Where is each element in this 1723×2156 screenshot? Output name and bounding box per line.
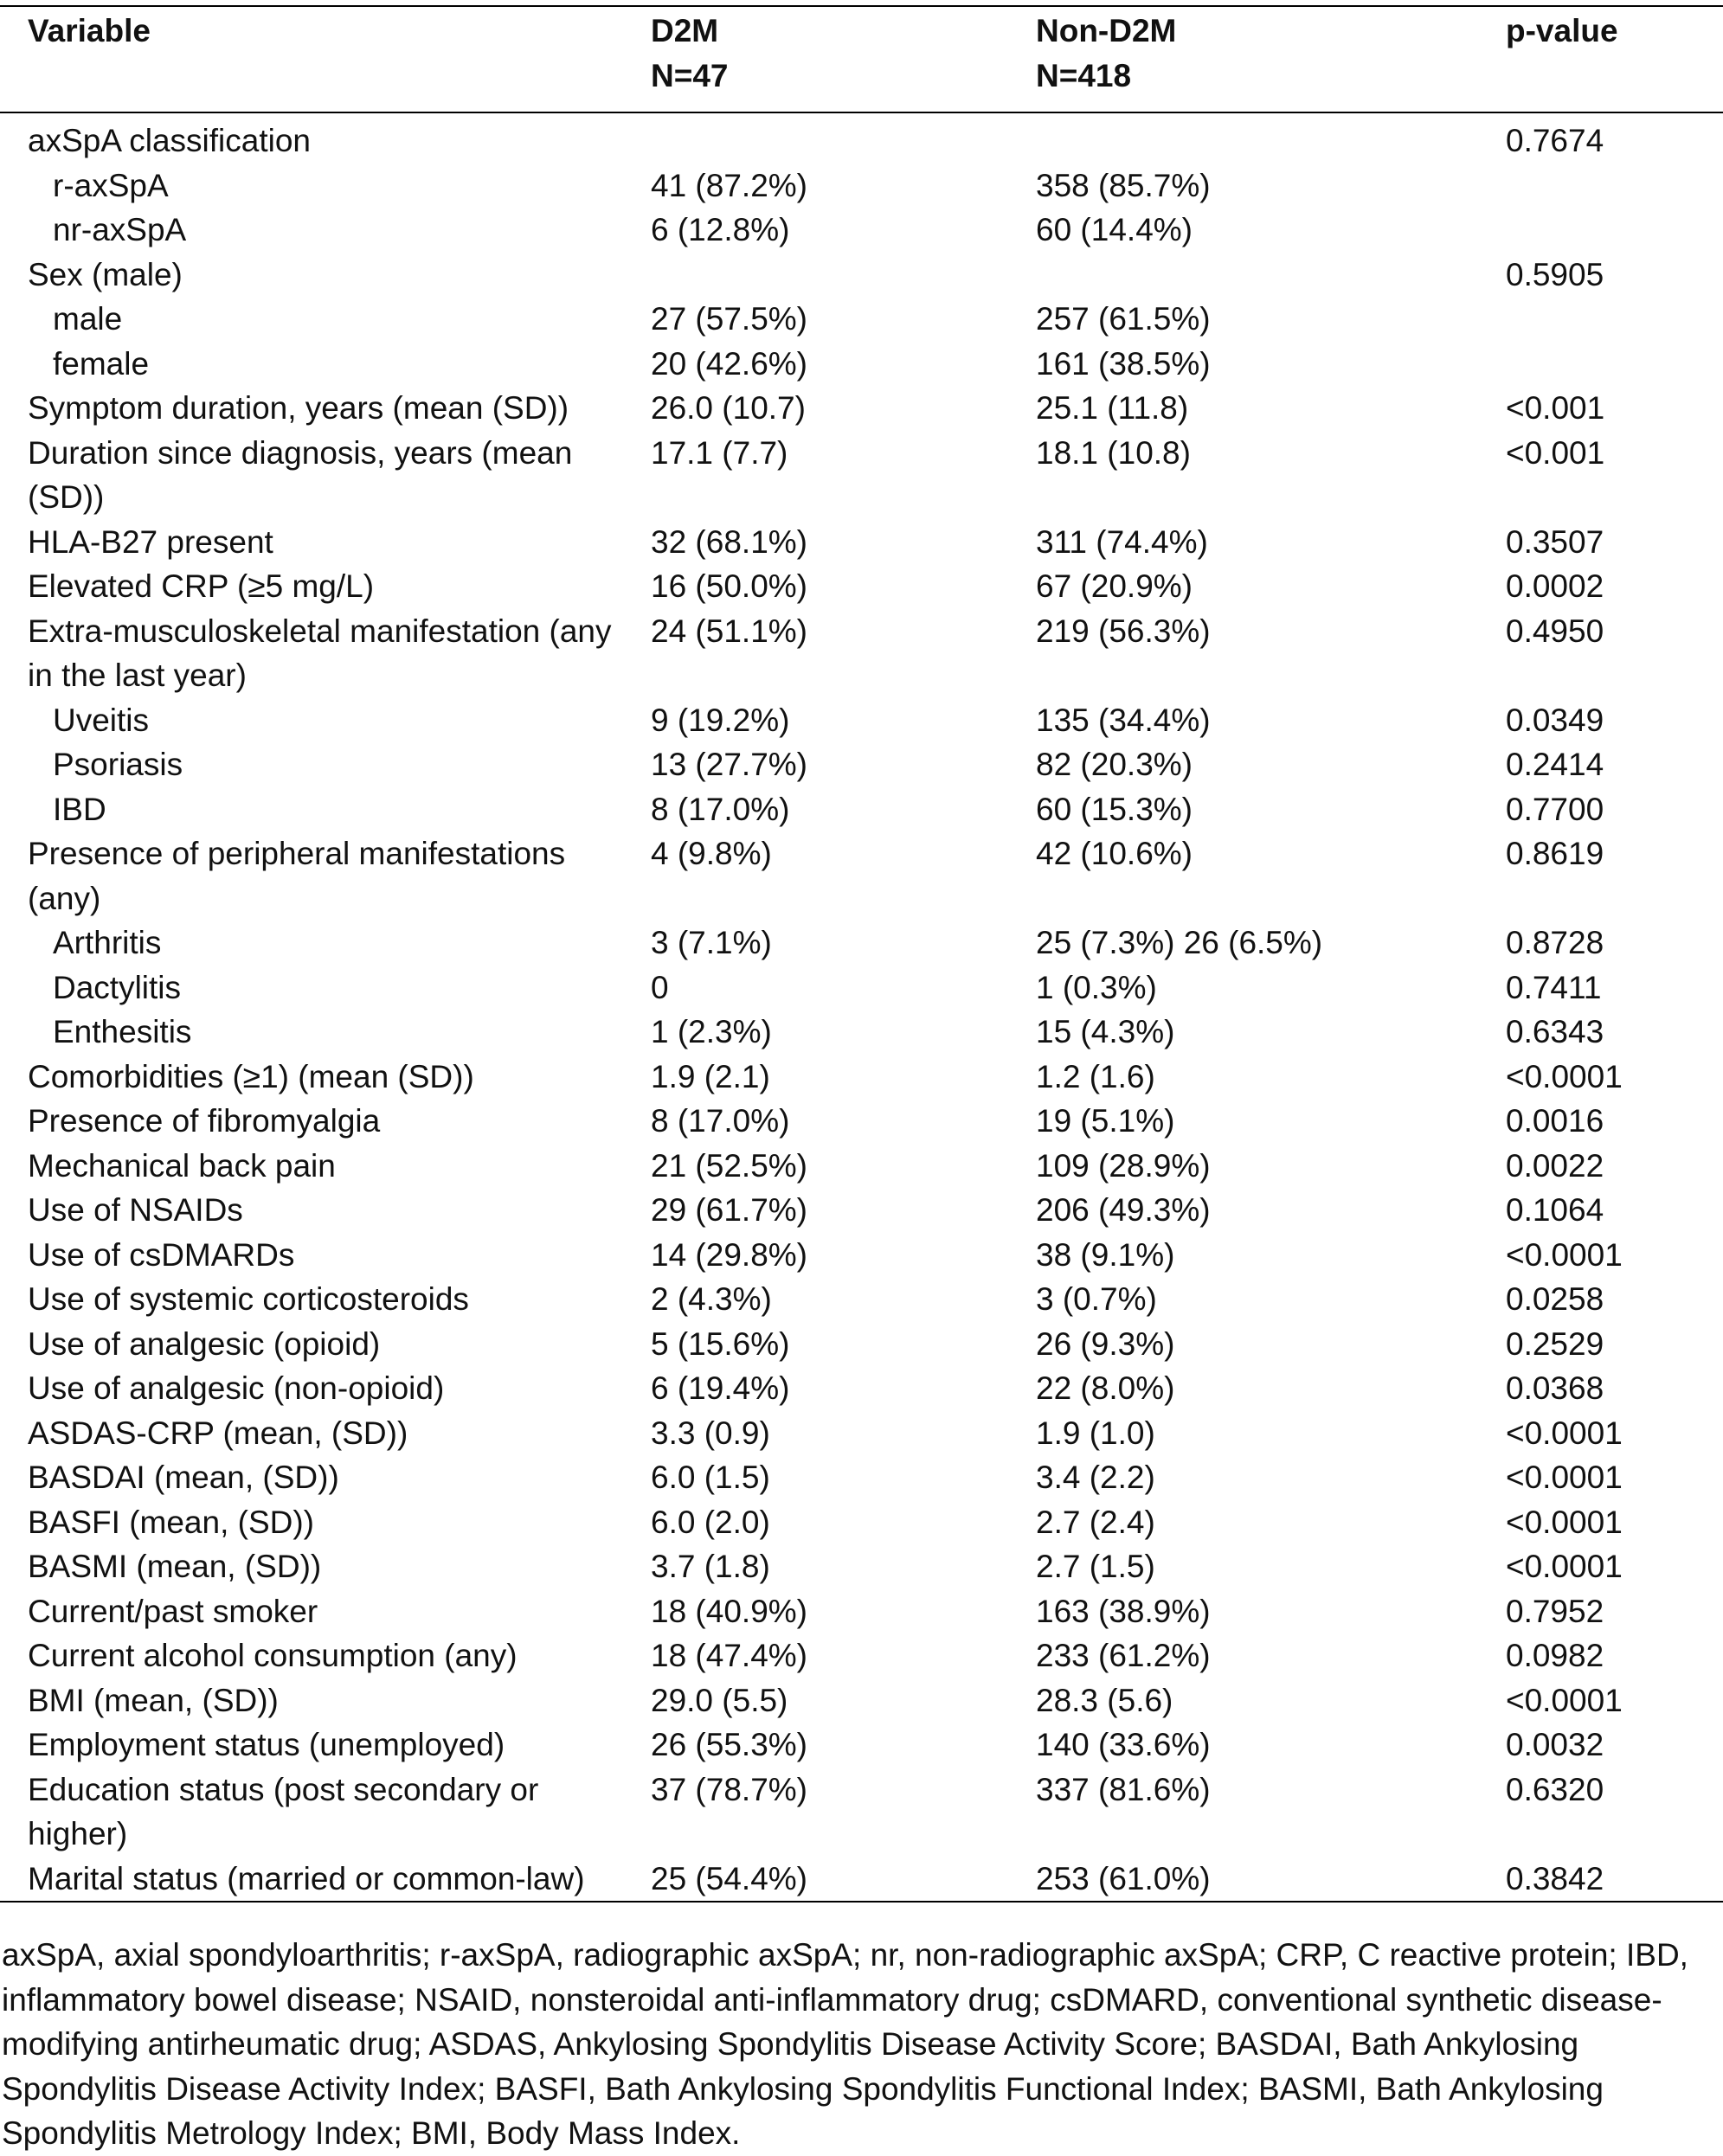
table-row	[0, 1010, 1723, 1055]
row-label: Duration since diagnosis, years (mean (SD))	[28, 434, 573, 515]
cell-p-value: 0.7952	[1506, 1593, 1604, 1629]
cell-p-value: 0.3507	[1506, 523, 1604, 560]
header-d2m-n: N=47	[651, 57, 729, 93]
row-label: Employment status (unemployed)	[28, 1727, 505, 1762]
cell-non-d2m: 2.7 (1.5)	[1036, 1549, 1155, 1584]
cell-p-value: 0.0022	[1506, 1147, 1604, 1184]
cell-non-d2m: 67 (20.9%)	[1036, 568, 1193, 604]
cell-non-d2m: 257 (61.5%)	[1036, 301, 1211, 337]
cell-d2m: 2 (4.3%)	[651, 1281, 772, 1317]
cell-non-d2m: 60 (15.3%)	[1036, 791, 1193, 827]
row-label: r-axSpA	[53, 167, 169, 203]
table-row	[0, 253, 1723, 298]
table-row	[0, 342, 1723, 387]
cell-p-value	[1492, 342, 1723, 387]
table-row	[0, 1277, 1723, 1322]
cell-p-value: <0.0001	[1506, 1504, 1623, 1540]
cell-non-d2m: 337 (81.6%)	[1036, 1771, 1211, 1807]
cell-p-value: 0.8728	[1506, 925, 1604, 960]
cell-d2m: 32 (68.1%)	[651, 523, 807, 560]
cell-d2m: 3 (7.1%)	[651, 925, 772, 960]
table-row	[0, 1723, 1723, 1768]
row-label: Symptom duration, years (mean (SD))	[28, 390, 569, 426]
cell-p-value	[1492, 164, 1723, 209]
row-label: Enthesitis	[53, 1014, 192, 1049]
table-row	[0, 1144, 1723, 1189]
cell-non-d2m: 311 (74.4%)	[1036, 523, 1208, 560]
cell-non-d2m: 26 (9.3%)	[1036, 1325, 1175, 1362]
table-row	[0, 921, 1723, 966]
cell-non-d2m: 135 (34.4%)	[1036, 702, 1211, 738]
cell-d2m: 6 (12.8%)	[651, 212, 790, 247]
cell-p-value: 0.8619	[1506, 836, 1604, 871]
row-label: Comorbidities (≥1) (mean (SD))	[28, 1058, 474, 1094]
cell-p-value: 0.2529	[1506, 1325, 1604, 1362]
cell-p-value: <0.0001	[1506, 1058, 1623, 1094]
cell-non-d2m: 140 (33.6%)	[1036, 1727, 1211, 1762]
cell-non-d2m: 161 (38.5%)	[1036, 345, 1211, 382]
table-row	[0, 1055, 1723, 1100]
cell-d2m: 9 (19.2%)	[651, 702, 790, 738]
table-row	[0, 831, 1723, 921]
cell-d2m: 3.7 (1.8)	[651, 1549, 770, 1584]
row-label: nr-axSpA	[53, 212, 187, 247]
cell-p-value: 0.7411	[1506, 969, 1602, 1005]
row-label: male	[53, 301, 123, 337]
row-label: ASDAS-CRP (mean, (SD))	[28, 1415, 408, 1451]
header-p-value: p-value	[1492, 9, 1723, 112]
cell-p-value: 0.0032	[1506, 1727, 1604, 1762]
table-row	[0, 1455, 1723, 1500]
cell-d2m: 26 (55.3%)	[651, 1727, 807, 1762]
cell-non-d2m: 18.1 (10.8)	[1036, 434, 1191, 471]
row-label: Marital status (married or common-law)	[0, 1857, 636, 1903]
table-row	[0, 164, 1723, 209]
table-row	[0, 1589, 1723, 1634]
row-label: Use of systemic corticosteroids	[28, 1281, 469, 1317]
cell-non-d2m: 163 (38.9%)	[1036, 1593, 1211, 1629]
cell-non-d2m: 3.4 (2.2)	[1036, 1460, 1155, 1495]
row-label: BMI (mean, (SD))	[28, 1682, 279, 1718]
cell-d2m: 1.9 (2.1)	[651, 1058, 770, 1094]
cell-p-value: 0.3842	[1492, 1857, 1723, 1903]
cell-d2m: 26.0 (10.7)	[651, 390, 806, 426]
cell-non-d2m: 1.2 (1.6)	[1036, 1058, 1155, 1094]
cell-p-value: 0.5905	[1506, 256, 1604, 292]
cell-non-d2m: 3 (0.7%)	[1036, 1281, 1157, 1317]
cell-non-d2m: 206 (49.3%)	[1036, 1192, 1211, 1228]
header-variable: Variable	[0, 9, 636, 112]
cell-non-d2m: 358 (85.7%)	[1036, 167, 1211, 203]
table-body	[0, 112, 1723, 1902]
cell-d2m: 0	[651, 969, 669, 1005]
row-label: Use of csDMARDs	[28, 1236, 295, 1273]
table-row	[0, 112, 1723, 164]
cell-d2m	[636, 112, 1024, 164]
row-label: BASFI (mean, (SD))	[28, 1504, 314, 1540]
row-label: BASDAI (mean, (SD))	[28, 1460, 339, 1495]
row-label: HLA-B27 present	[28, 523, 273, 560]
cell-d2m: 29 (61.7%)	[651, 1192, 807, 1228]
cell-d2m: 41 (87.2%)	[651, 167, 807, 203]
row-label: axSpA classification	[28, 123, 312, 158]
cell-non-d2m: 233 (61.2%)	[1036, 1638, 1211, 1673]
cell-d2m: 18 (40.9%)	[651, 1593, 807, 1629]
cell-p-value: <0.0001	[1506, 1236, 1623, 1273]
cell-non-d2m: 2.7 (2.4)	[1036, 1504, 1155, 1540]
cell-p-value: <0.0001	[1506, 1549, 1623, 1584]
row-label: Psoriasis	[53, 747, 183, 782]
header-d2m-label: D2M	[651, 13, 719, 48]
cell-non-d2m: 253 (61.0%)	[1024, 1857, 1492, 1903]
table-row	[0, 1500, 1723, 1545]
cell-non-d2m: 28.3 (5.6)	[1036, 1682, 1173, 1718]
table-row	[0, 520, 1723, 565]
cell-d2m: 6 (19.4%)	[651, 1370, 790, 1406]
cell-p-value: 0.0349	[1506, 702, 1604, 738]
table-row	[0, 297, 1723, 342]
table-row	[0, 1544, 1723, 1589]
cell-d2m: 29.0 (5.5)	[651, 1682, 788, 1718]
cell-p-value: 0.7674	[1506, 123, 1604, 158]
cell-p-value: 0.6320	[1506, 1771, 1604, 1807]
header-non-d2m	[1024, 9, 1492, 112]
cell-p-value: 0.0368	[1506, 1370, 1604, 1406]
cell-d2m: 5 (15.6%)	[651, 1325, 790, 1362]
cell-d2m: 37 (78.7%)	[651, 1771, 807, 1807]
cell-d2m: 27 (57.5%)	[651, 301, 807, 337]
cell-non-d2m	[1024, 112, 1492, 164]
row-label: Use of analgesic (non-opioid)	[28, 1370, 445, 1406]
table-row	[0, 1678, 1723, 1723]
cell-p-value: <0.0001	[1506, 1415, 1623, 1451]
table-row	[0, 208, 1723, 253]
cell-d2m: 14 (29.8%)	[651, 1236, 807, 1273]
cell-p-value: 0.0002	[1506, 568, 1604, 604]
cell-p-value: <0.0001	[1506, 1460, 1623, 1495]
cell-p-value: <0.001	[1506, 434, 1605, 471]
cell-d2m: 17.1 (7.7)	[651, 434, 788, 471]
cell-non-d2m: 22 (8.0%)	[1036, 1370, 1175, 1406]
table-row	[0, 742, 1723, 787]
table-row	[0, 787, 1723, 832]
cell-non-d2m: 19 (5.1%)	[1036, 1103, 1175, 1139]
table-row	[0, 1366, 1723, 1411]
cell-p-value	[1492, 208, 1723, 253]
top-rule	[0, 5, 1723, 7]
cell-d2m	[636, 253, 1024, 298]
cell-p-value: 0.1064	[1506, 1192, 1604, 1228]
cell-non-d2m	[1024, 253, 1492, 298]
table-row	[0, 1188, 1723, 1233]
row-label: Current alcohol consumption (any)	[28, 1638, 518, 1673]
header-non-d2m-n: N=418	[1036, 57, 1132, 93]
row-label: Education status (post secondary or higher)	[28, 1771, 539, 1851]
cell-p-value: 0.7700	[1506, 791, 1604, 827]
cell-d2m: 1 (2.3%)	[651, 1014, 772, 1049]
cell-non-d2m: 82 (20.3%)	[1036, 747, 1193, 782]
table-row	[0, 1322, 1723, 1367]
table-row	[0, 609, 1723, 698]
cell-p-value: 0.2414	[1506, 747, 1604, 782]
header-d2m	[636, 9, 1024, 112]
table-row	[0, 564, 1723, 609]
cell-d2m: 6.0 (1.5)	[651, 1460, 770, 1495]
table-row	[0, 1099, 1723, 1144]
row-label: Current/past smoker	[28, 1593, 318, 1629]
table-row	[0, 1857, 1723, 1903]
table-row	[0, 1768, 1723, 1857]
cell-p-value: 0.6343	[1506, 1014, 1604, 1049]
row-label: BASMI (mean, (SD))	[28, 1549, 322, 1584]
row-label: Mechanical back pain	[28, 1147, 336, 1184]
table-row	[0, 1233, 1723, 1278]
cell-d2m: 16 (50.0%)	[651, 568, 807, 604]
header-row	[0, 9, 1723, 112]
cell-non-d2m: 60 (14.4%)	[1036, 212, 1193, 247]
cell-p-value	[1492, 297, 1723, 342]
table-header	[0, 9, 1723, 112]
cell-non-d2m: 42 (10.6%)	[1036, 836, 1193, 871]
cell-p-value: <0.001	[1506, 390, 1605, 426]
cell-d2m: 18 (47.4%)	[651, 1638, 807, 1673]
row-label: Sex (male)	[28, 256, 183, 292]
table-row	[0, 698, 1723, 743]
cell-p-value: 0.0982	[1506, 1638, 1604, 1673]
cell-d2m: 25 (54.4%)	[636, 1857, 1024, 1903]
row-label: Use of analgesic (opioid)	[28, 1325, 381, 1362]
row-label: Uveitis	[53, 702, 150, 738]
table-row	[0, 1411, 1723, 1456]
header-non-d2m-label: Non-D2M	[1036, 13, 1177, 48]
table-row	[0, 386, 1723, 431]
cell-p-value: 0.0258	[1506, 1281, 1604, 1317]
row-label: Use of NSAIDs	[28, 1192, 243, 1228]
cell-d2m: 6.0 (2.0)	[651, 1504, 770, 1540]
row-label: Arthritis	[53, 925, 162, 960]
row-label: Presence of fibromyalgia	[28, 1103, 381, 1139]
cell-non-d2m: 15 (4.3%)	[1036, 1014, 1175, 1049]
cell-non-d2m: 25.1 (11.8)	[1036, 390, 1189, 426]
cell-d2m: 8 (17.0%)	[651, 791, 790, 827]
cell-p-value: 0.0016	[1506, 1103, 1604, 1139]
cell-non-d2m: 109 (28.9%)	[1036, 1147, 1211, 1184]
cell-d2m: 8 (17.0%)	[651, 1103, 790, 1139]
cell-non-d2m: 38 (9.1%)	[1036, 1236, 1175, 1273]
cell-non-d2m: 25 (7.3%) 26 (6.5%)	[1036, 925, 1323, 960]
table-footnote: axSpA, axial spondyloarthritis; r-axSpA, radiographic axSpA; nr, non-radiographic axSpA; CRP, C reactive protein; IBD, inflammatory bowel disease; NSAID, nonsteroidal anti-inflammatory drug; csDMARD, conventional synthetic disease-modifying antirheumatic drug; ASDAS, Ankylosing Spondylitis Disease Activity Score; BASDAI, Bath Ankylosing Spondylitis Disease Activity Index; BASFI, Bath Ankylosing Spondylitis Functional Index; BASMI, Bath Ankylosing Spondylitis Metrology Index; BMI, Body Mass Index.	[2, 1937, 1688, 2151]
row-label: IBD	[53, 791, 106, 827]
cell-non-d2m: 1.9 (1.0)	[1036, 1415, 1155, 1451]
table-row	[0, 966, 1723, 1011]
cell-non-d2m: 219 (56.3%)	[1036, 613, 1211, 649]
cell-d2m: 20 (42.6%)	[651, 345, 807, 382]
row-label: Elevated CRP (≥5 mg/L)	[28, 568, 375, 604]
row-label: female	[53, 345, 150, 382]
row-label: Presence of peripheral manifestations (any)	[28, 836, 566, 916]
cell-d2m: 3.3 (0.9)	[651, 1415, 770, 1451]
cell-d2m: 13 (27.7%)	[651, 747, 807, 782]
cell-non-d2m: 1 (0.3%)	[1036, 969, 1157, 1005]
cell-d2m: 4 (9.8%)	[651, 836, 772, 871]
table-row	[0, 431, 1723, 520]
cell-d2m: 24 (51.1%)	[651, 613, 807, 649]
cell-p-value: 0.4950	[1506, 613, 1604, 649]
characteristics-table	[0, 9, 1723, 1903]
cell-d2m: 21 (52.5%)	[651, 1147, 807, 1184]
row-label: Dactylitis	[53, 969, 182, 1005]
row-label: Extra-musculoskeletal manifestation (any in the last year)	[28, 613, 612, 693]
cell-p-value: <0.0001	[1506, 1682, 1623, 1718]
table-row	[0, 1633, 1723, 1678]
